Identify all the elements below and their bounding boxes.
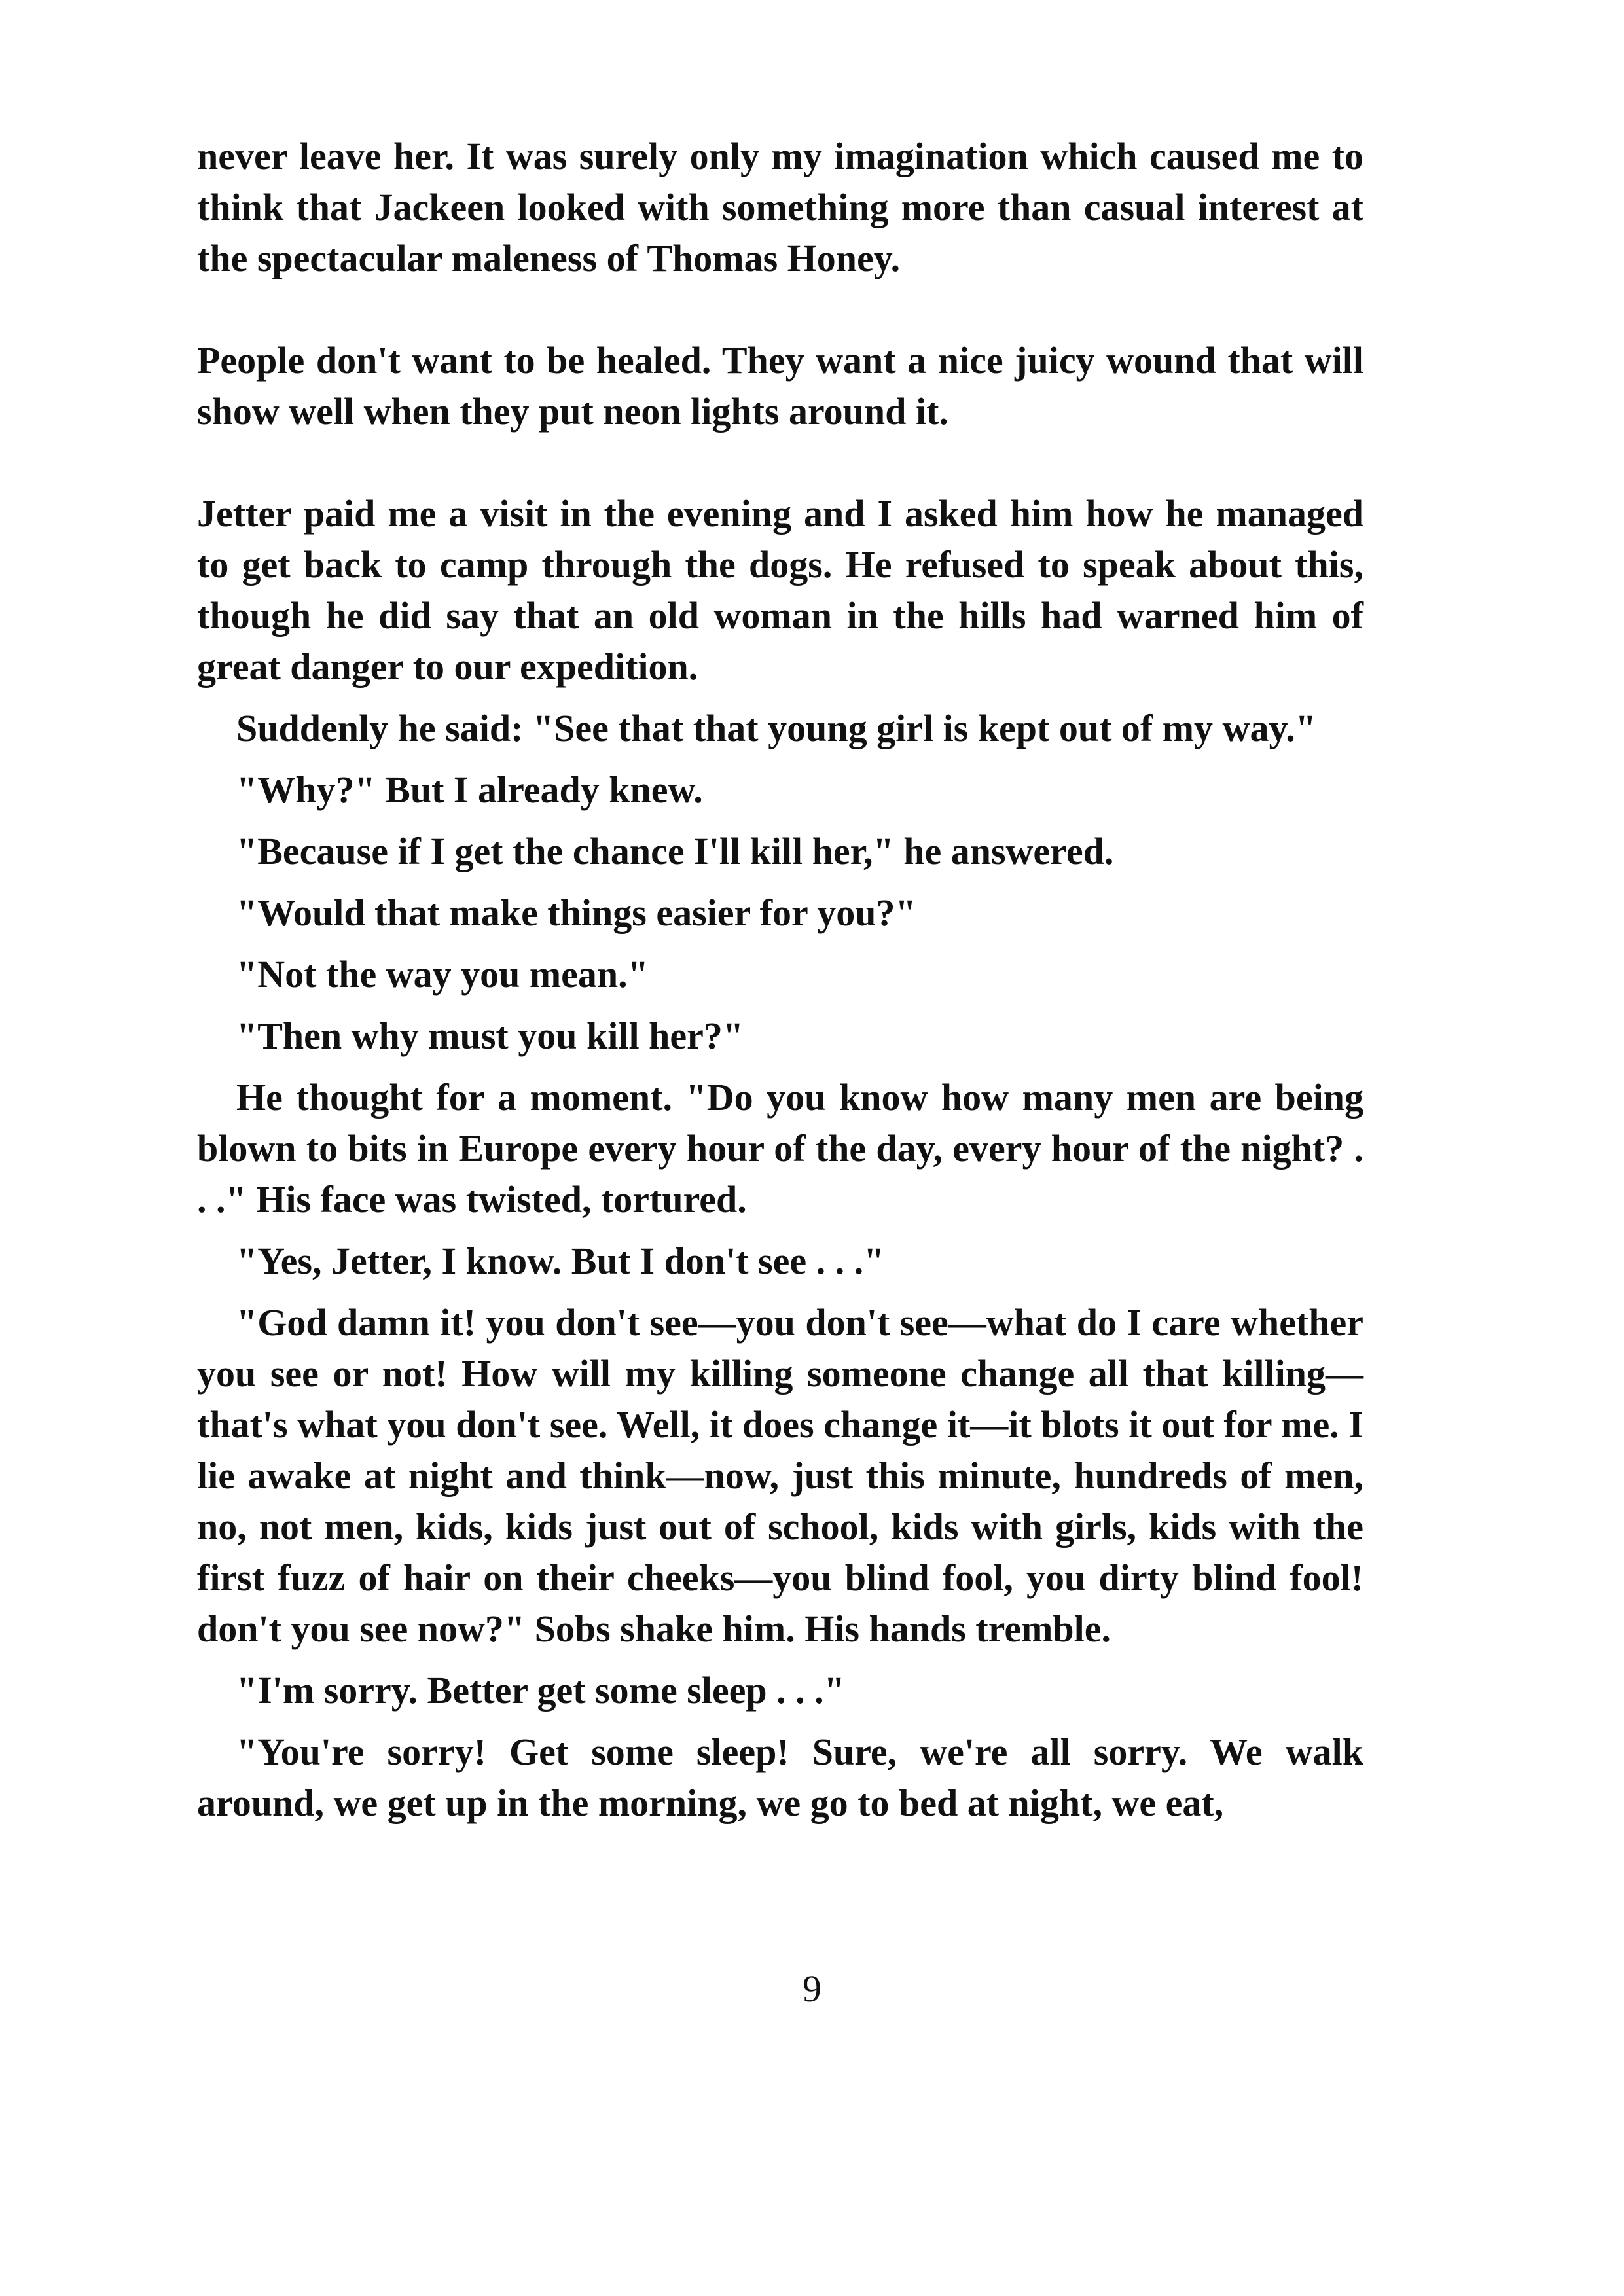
paragraph-jetter-visit: Jetter paid me a visit in the evening and I asked him how he managed to get back to camp through the dogs. He refused to speak about this, though he did say that an old woman in the hills had warned him of great danger to our expedition. [197,492,1363,688]
paragraph-dialog-7: He thought for a moment. "Do you know how many men are being blown to bits in Europe every hour of the day, every hour of the night? . . ." His face was twisted, tortured. [197,1076,1363,1221]
paragraph-continuation: never leave her. It was surely only my imagination which caused me to think that Jackeen looked with something more than casual interest at the spectacular maleness of Thomas Honey. [197,135,1363,279]
paragraph-dialog-8: "Yes, Jetter, I know. But I don't see . . ." [236,1240,885,1282]
page-body [197,131,1363,1829]
paragraph-dialog-3: "Because if I get the chance I'll kill her," he answered. [236,830,1114,872]
paragraph-dialog-2: "Why?" But I already knew. [236,768,703,811]
paragraph-healed: People don't want to be healed. They want a nice juicy wound that will show well when they put neon lights around it. [197,339,1363,433]
paragraph-dialog-9: "God damn it! you don't see—you don't see—what do I care whether you see or not! How will my killing someone change all that killing—that's what you don't see. Well, it does change it—it blots it out for me. I lie awake at night and think—now, just this minute, hundreds of men, no, not men, kids, kids just out of school, kids with girls, kids with the first fuzz of hair on their cheeks—you blind fool, you dirty blind fool! don't you see now?" Sobs shake him. His hands tremble. [197,1301,1363,1650]
page-number: 9 [803,1967,821,2010]
paragraph-dialog-5: "Not the way you mean." [236,953,649,996]
paragraph-dialog-4: "Would that make things easier for you?" [236,891,916,934]
paragraph-dialog-10: "I'm sorry. Better get some sleep . . ." [236,1669,845,1712]
paragraph-dialog-6: "Then why must you kill her?" [236,1014,744,1057]
paragraph-dialog-11: "You're sorry! Get some sleep! Sure, we're all sorry. We walk around, we get up in the morning, we go to bed at night, we eat, [197,1731,1363,1824]
paragraph-dialog-1: Suddenly he said: "See that that young girl is kept out of my way." [236,707,1316,749]
